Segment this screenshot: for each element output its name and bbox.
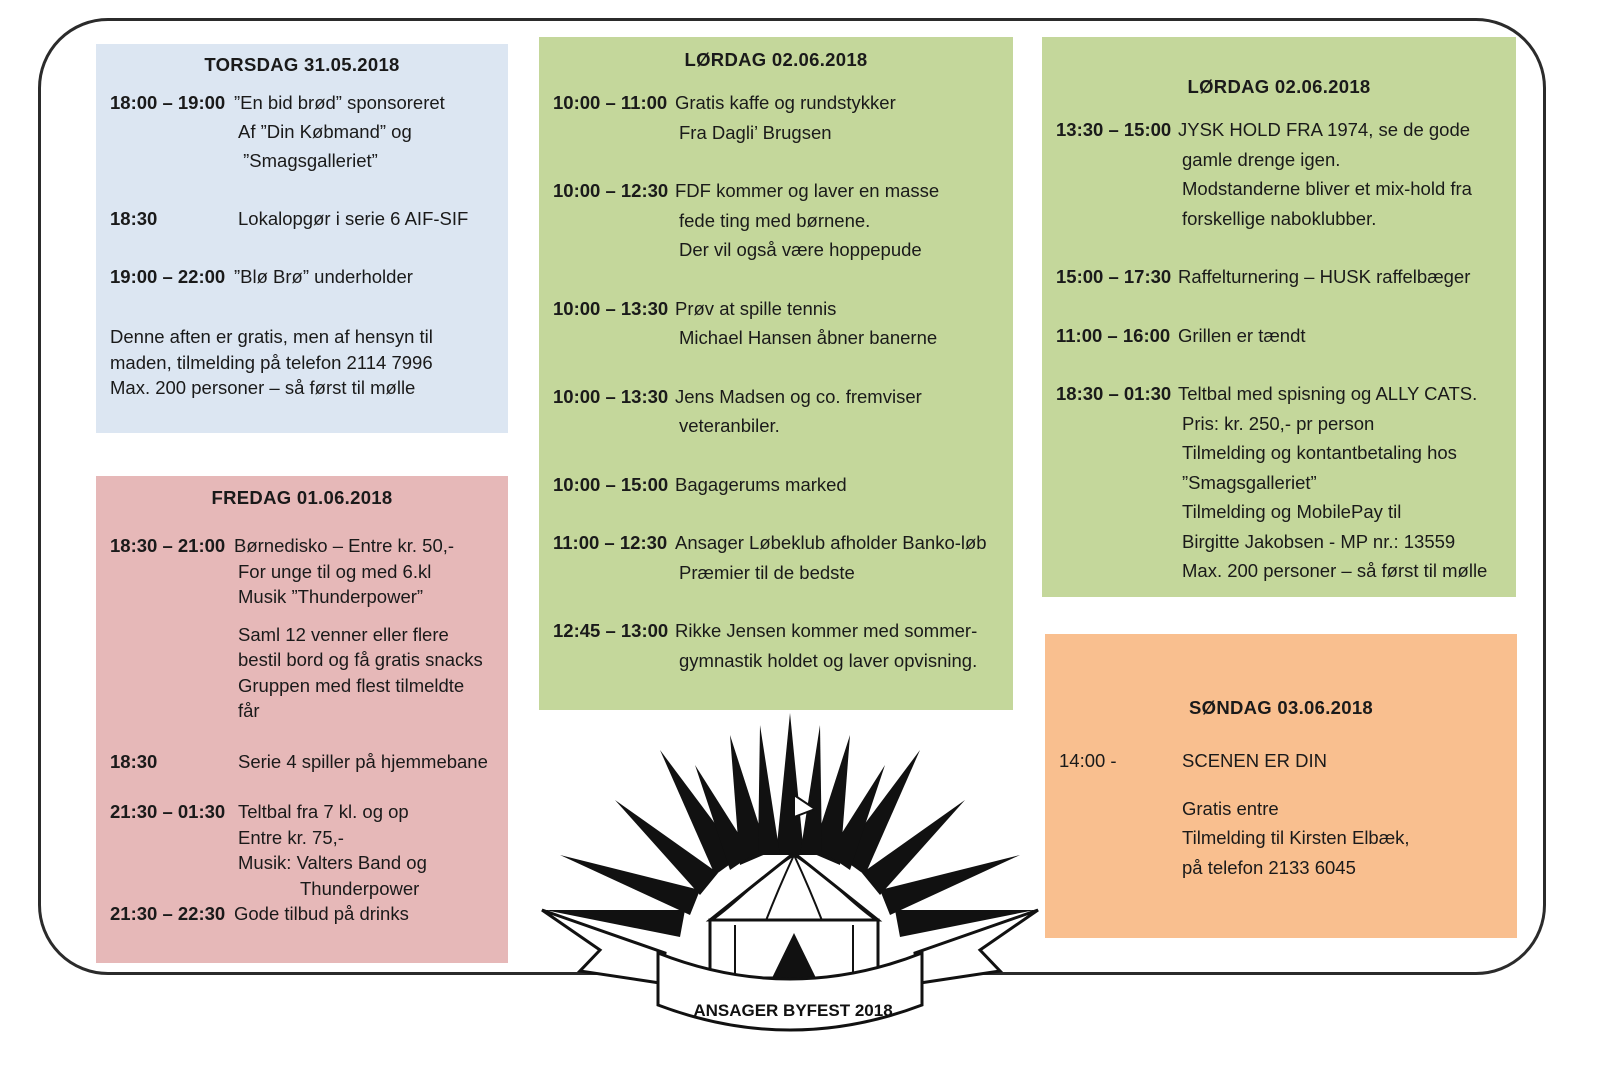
schedule-entry xyxy=(110,262,494,291)
entry-line: Max. 200 personer – så først til mølle xyxy=(1182,560,1488,581)
entry-line: Serie 4 spiller på hjemmebane xyxy=(238,750,488,772)
entry-line: veteranbiler. xyxy=(679,415,780,436)
festival-tent-logo xyxy=(540,705,1040,1050)
entry-line: får xyxy=(238,700,260,721)
entry-time: 21:30 – 22:30 xyxy=(110,903,226,924)
entry-time: 10:00 – 12:30 xyxy=(553,180,669,201)
entry-time: 18:00 – 19:00 xyxy=(110,92,226,113)
entry-line: Af ”Din Købmand” og xyxy=(238,121,412,142)
sunday-headline: SCENEN ER DIN xyxy=(1182,750,1327,771)
entry-line: ”En bid brød” sponsoreret xyxy=(234,92,445,113)
schedule-entry xyxy=(553,382,999,441)
schedule-entry xyxy=(553,176,999,265)
entry-line: Præmier til de bedste xyxy=(679,561,855,583)
entry-line: Tilmelding til Kirsten Elbæk, xyxy=(1182,827,1410,848)
entry-time: 10:00 – 15:00 xyxy=(553,473,669,495)
schedule-entry xyxy=(553,470,999,500)
entry-line: Prøv at spille tennis xyxy=(675,297,837,319)
saturday-title: LØRDAG 02.06.2018 xyxy=(1187,76,1371,97)
schedule-entry xyxy=(110,799,494,901)
entry-line: Entre kr. 75,- xyxy=(238,826,344,848)
schedule-entry xyxy=(553,294,999,353)
entry-line: på telefon 2133 6045 xyxy=(1182,856,1356,878)
entry-line: Tilmelding og MobilePay til xyxy=(1182,501,1402,522)
entry-line: forskellige naboklubber. xyxy=(1182,207,1377,229)
entry-line: Bagagerums marked xyxy=(675,473,847,495)
entry-line: fede ting med børnene. xyxy=(679,209,871,231)
entry-line: Gratis kaffe og rundstykker xyxy=(675,92,896,113)
logo-text: ANSAGER BYFEST 2018 xyxy=(693,1001,893,1020)
entry-line: Gratis entre xyxy=(1182,797,1279,819)
saturday-title: LØRDAG 02.06.2018 xyxy=(684,49,868,70)
entry-line: Lokalopgør i serie 6 AIF-SIF xyxy=(238,208,469,229)
note-line: Denne aften er gratis, men af hensyn til xyxy=(110,326,433,347)
entry-time: 10:00 – 11:00 xyxy=(553,92,668,113)
thursday-title: TORSDAG 31.05.2018 xyxy=(204,54,400,75)
entry-line: Tilmelding og kontantbetaling hos xyxy=(1182,442,1457,463)
schedule-entry xyxy=(1059,746,1503,776)
entry-line: Musik ”Thunderpower” xyxy=(238,586,424,607)
entry-line: Raffelturnering – HUSK raffelbæger xyxy=(1178,266,1471,287)
entry-line: gamle drenge igen. xyxy=(1182,148,1341,170)
schedule-entry xyxy=(1056,321,1502,351)
thursday-panel xyxy=(96,44,508,433)
entry-time: 10:00 – 13:30 xyxy=(553,297,669,319)
entry-time: 13:30 – 15:00 xyxy=(1056,119,1172,140)
schedule-entry xyxy=(110,204,494,233)
entry-time: 18:30 xyxy=(110,750,158,772)
schedule-entry xyxy=(110,901,494,927)
entry-line: Saml 12 venner eller flere xyxy=(238,623,449,645)
schedule-entry xyxy=(110,533,494,610)
entry-line: Teltbal med spisning og ALLY CATS. xyxy=(1178,383,1478,404)
friday-title: FREDAG 01.06.2018 xyxy=(211,487,393,508)
entry-time: 10:00 – 13:30 xyxy=(553,385,669,407)
schedule-entry xyxy=(110,749,494,775)
saturday-panel-2 xyxy=(1042,37,1516,597)
entry-line: For unge til og med 6.kl xyxy=(238,560,432,582)
entry-line: Der vil også være hoppepude xyxy=(679,239,922,260)
entry-time: 18:30 xyxy=(110,208,158,229)
schedule-entry xyxy=(1056,262,1502,292)
entry-line: ”Smagsgalleriet” xyxy=(238,150,378,171)
schedule-entry xyxy=(1056,115,1502,233)
entry-line: Teltbal fra 7 kl. og op xyxy=(238,801,409,822)
sunday-title: SØNDAG 03.06.2018 xyxy=(1188,697,1374,718)
friday-panel xyxy=(96,476,508,963)
entry-time: 14:00 - xyxy=(1059,750,1117,771)
entry-line: Musik: Valters Band og xyxy=(238,852,427,873)
entry-time: 21:30 – 01:30 xyxy=(110,801,226,822)
entry-line: Jens Madsen og co. fremviser xyxy=(675,385,922,407)
entry-time: 18:30 – 21:00 xyxy=(110,535,226,556)
schedule-entry xyxy=(553,88,999,147)
entry-time: 19:00 – 22:00 xyxy=(110,266,226,287)
entry-line: FDF kommer og laver en masse xyxy=(675,180,940,201)
entry-time: 11:00 – 16:00 xyxy=(1056,324,1171,346)
thursday-note xyxy=(110,324,494,401)
entry-line: Michael Hansen åbner banerne xyxy=(679,327,938,348)
schedule-entry xyxy=(1056,379,1502,586)
entry-line: Thunderpower xyxy=(300,877,420,899)
saturday-panel-1 xyxy=(539,37,1013,710)
entry-time: 18:30 – 01:30 xyxy=(1056,383,1172,404)
entry-line: Rikke Jensen kommer med sommer- xyxy=(675,620,978,641)
entry-line: ”Smagsgalleriet” xyxy=(1182,471,1317,493)
entry-time: 15:00 – 17:30 xyxy=(1056,266,1172,287)
entry-time xyxy=(110,622,234,724)
entry-line: ”Blø Brø” underholder xyxy=(234,266,413,287)
sunday-details xyxy=(1059,794,1503,883)
note-line: maden, tilmelding på telefon 2114 7996 xyxy=(110,351,433,373)
entry-line: Børnedisko – Entre kr. 50,- xyxy=(234,535,455,556)
entry-time: 12:45 – 13:00 xyxy=(553,620,669,641)
entry-line: bestil bord og få gratis snacks xyxy=(238,649,483,670)
entry-line: Birgitte Jakobsen - MP nr.: 13559 xyxy=(1182,530,1456,552)
schedule-entry xyxy=(553,616,999,675)
entry-line: Ansager Løbeklub afholder Banko-løb xyxy=(675,532,987,553)
schedule-entry xyxy=(110,88,494,175)
entry-line: Grillen er tændt xyxy=(1178,324,1306,346)
sunday-panel xyxy=(1045,634,1517,938)
entry-line: Modstanderne bliver et mix-hold fra xyxy=(1182,178,1472,199)
entry-line: gymnastik holdet og laver opvisning. xyxy=(679,649,978,671)
schedule-entry xyxy=(110,622,494,724)
entry-time: 11:00 – 12:30 xyxy=(553,532,668,553)
entry-line: Gode tilbud på drinks xyxy=(234,903,409,924)
entry-line: Gruppen med flest tilmeldte xyxy=(238,674,465,696)
entry-line: Pris: kr. 250,- pr person xyxy=(1182,412,1375,434)
note-line: Max. 200 personer – så først til mølle xyxy=(110,377,416,398)
entry-line: Fra Dagli’ Brugsen xyxy=(679,121,832,143)
schedule-entry xyxy=(553,528,999,587)
entry-line: JYSK HOLD FRA 1974, se de gode xyxy=(1178,119,1471,140)
